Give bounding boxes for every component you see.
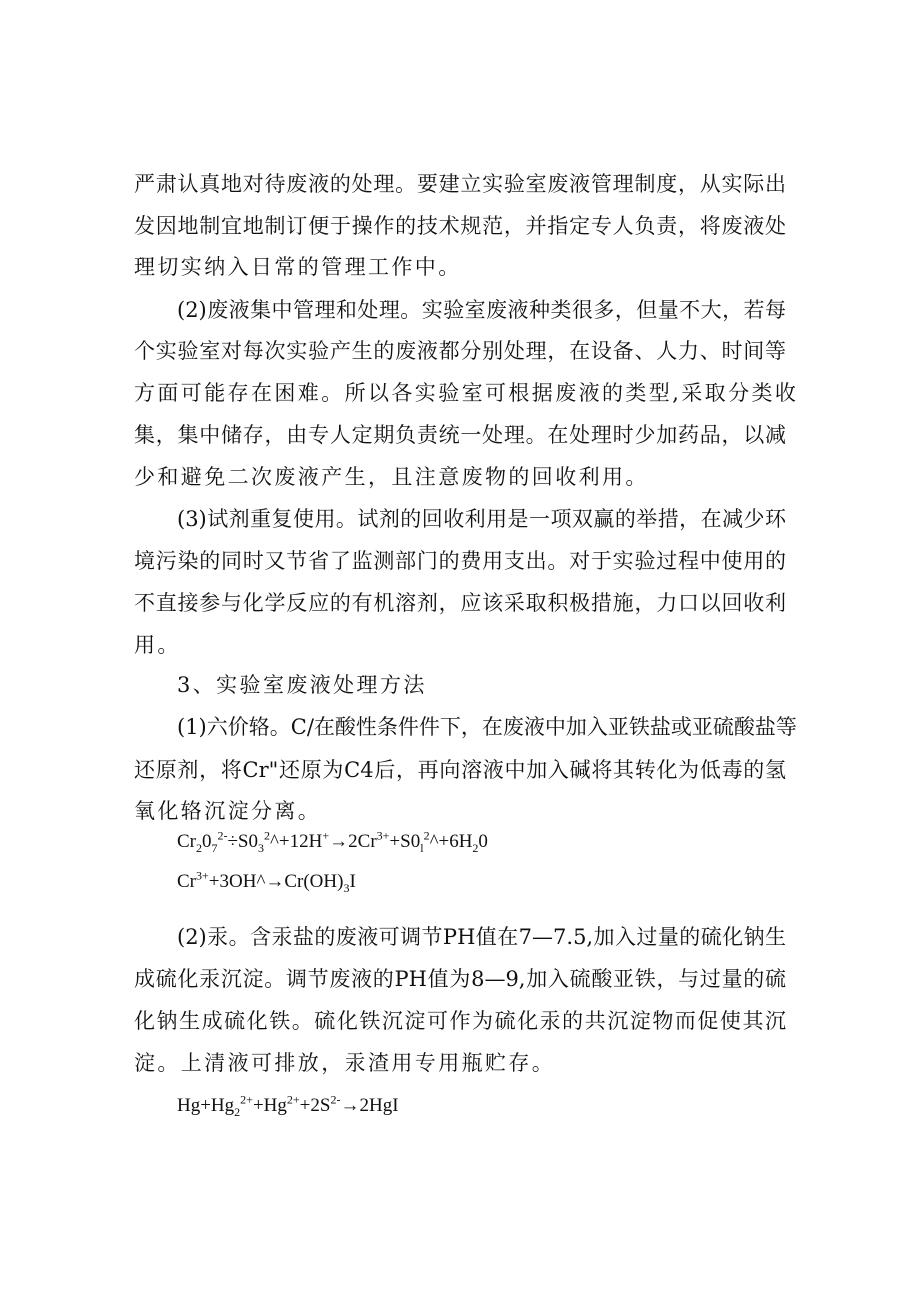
paragraph-5-line-3: 化钠生成硫化铁。硫化铁沉淀可作为硫化汞的共沉淀物而促使其沉	[134, 1009, 786, 1033]
paragraph-1-line-3: 理切实纳入日常的管理工作中。	[134, 255, 462, 279]
paragraph-5-line-4: 淀。上清液可排放，汞渣用专用瓶贮存。	[134, 1051, 556, 1075]
section-heading: 3、实验室废液处理方法	[177, 673, 427, 697]
paragraph-4-line-3: 氧化辂沉淀分离。	[134, 799, 322, 823]
paragraph-2-line-4: 集，集中储存，由专人定期负责统一处理。在处理时少加药品，以减	[134, 423, 786, 447]
paragraph-2-line-2: 个实验室对每次实验产生的废液都分别处理，在设备、人力、时间等	[134, 339, 786, 363]
paragraph-2-line-1: (2)废液集中管理和处理。实验室废液种类很多，但量不大，若每	[177, 298, 786, 322]
paragraph-5-line-1: (2)汞。含汞盐的废液可调节PH值在7—7.5,加入过量的硫化钠生	[177, 925, 786, 949]
paragraph-2-line-3: 方面可能存在困难。所以各实验室可根据废液的类型,采取分类收	[134, 381, 799, 405]
paragraph-4-line-1: (1)六价辂。C/在酸性条件件下，在废液中加入亚铁盐或亚硫酸盐等	[177, 715, 797, 739]
paragraph-5-line-2: 成硫化汞沉淀。调节废液的PH值为8—9,加入硫酸亚铁，与过量的硫	[134, 967, 786, 991]
equation-3: $Hg+Hg_2^{2+}+Hg^{2+}+2S^{2-}\to 2HgI$	[177, 1092, 399, 1119]
equation-1: $Cr_20_7^{2-}\div S0_3^2\^{}+12H^+\to 2Cr^{3+}+S0_l^2\^{}+6H_20$	[177, 828, 488, 855]
paragraph-3-line-3: 不直接参与化学反应的有机溶剂，应该采取积极措施，力口以回收利	[134, 591, 786, 615]
equation-2: $Cr^{3+}+3OH\^{}\to Cr(OH)_3I$	[177, 868, 356, 895]
paragraph-4-line-2: 还原剂，将Cr"还原为C4后，再向溶液中加入碱将其转化为低毒的氢	[134, 758, 786, 782]
paragraph-3-line-2: 境污染的同时又节省了监测部门的费用支出。对于实验过程中使用的	[134, 549, 786, 573]
paragraph-3-line-4: 用。	[134, 633, 181, 657]
paragraph-3-line-1: (3)试剂重复使用。试剂的回收利用是一项双赢的举措，在减少环	[177, 507, 786, 531]
paragraph-2-line-5: 少和避免二次废液产生，且注意废物的回收利用。	[134, 465, 649, 489]
paragraph-1-line-2: 发因地制宜地制订便于操作的技术规范，并指定专人负责，将废液处	[134, 214, 786, 238]
paragraph-1-line-1: 严肃认真地对待废液的处理。要建立实验室废液管理制度，从实际出	[134, 172, 786, 196]
